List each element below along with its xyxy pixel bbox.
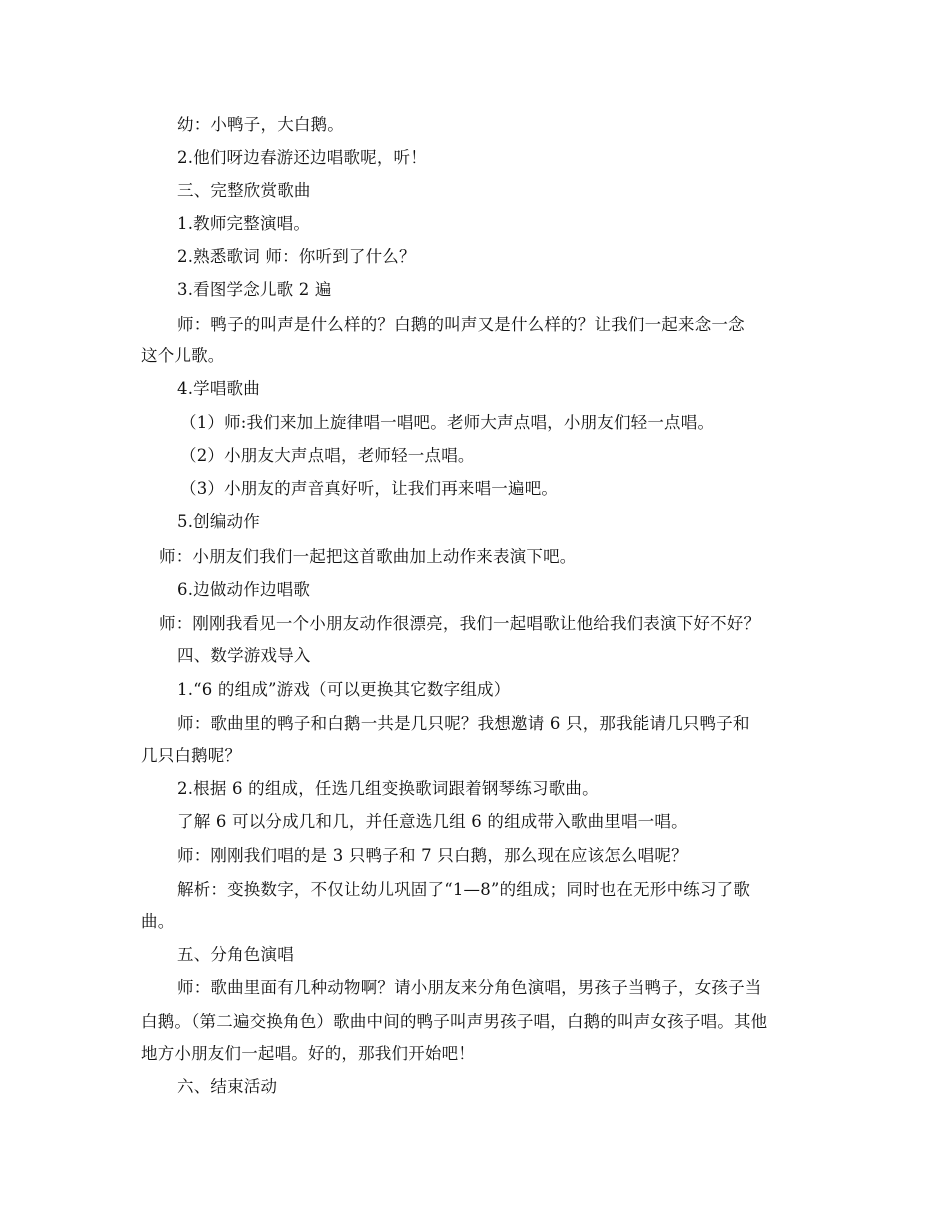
- text-line: 师：鸭子的叫声是什么样的？白鹅的叫声又是什么样的？让我们一起来念一念: [177, 315, 745, 334]
- text-line: 了解 6 可以分成几和几，并任意选几组 6 的组成带入歌曲里唱一唱。: [177, 812, 688, 831]
- text-line: 1.“6 的组成”游戏（可以更换其它数字组成）: [177, 680, 511, 699]
- text-line: 2.他们呀边春游还边唱歌呢，听！: [177, 148, 427, 167]
- text-line: 几只白鹅呢？: [141, 746, 242, 765]
- text-line: 5.创编动作: [177, 512, 260, 531]
- text-line: 曲。: [141, 912, 175, 931]
- text-line: 师：刚刚我们唱的是 3 只鸭子和 7 只白鹅，那么现在应该怎么唱呢？: [177, 846, 688, 865]
- text-line: 6.边做动作边唱歌: [177, 580, 311, 599]
- section-heading: 三、完整欣赏歌曲: [177, 181, 311, 200]
- section-heading: 四、数学游戏导入: [177, 646, 311, 665]
- text-line: （3）小朋友的声音真好听，让我们再来唱一遍吧。: [180, 479, 559, 498]
- text-line: 2.根据 6 的组成，任选几组变换歌词跟着钢琴练习歌曲。: [177, 779, 599, 798]
- text-line: 师：歌曲里面有几种动物啊？请小朋友来分角色演唱，男孩子当鸭子，女孩子当: [177, 978, 762, 997]
- section-heading: 五、分角色演唱: [177, 945, 294, 964]
- section-heading: 六、结束活动: [177, 1077, 278, 1096]
- text-line: 师：歌曲里的鸭子和白鹅一共是几只呢？我想邀请 6 只，那我能请几只鸭子和: [177, 714, 750, 733]
- text-line: （2）小朋友大声点唱，老师轻一点唱。: [180, 446, 475, 465]
- text-line: 解析：变换数字，不仅让幼儿巩固了“1—8”的组成；同时也在无形中练习了歌: [177, 880, 751, 899]
- text-line: 师：小朋友们我们一起把这首歌曲加上动作来表演下吧。: [159, 547, 577, 566]
- text-line: 师：刚刚我看见一个小朋友动作很漂亮，我们一起唱歌让他给我们表演下好不好？: [159, 614, 761, 633]
- text-line: 白鹅。（第二遍交换角色）歌曲中间的鸭子叫声男孩子唱，白鹅的叫声女孩子唱。其他: [141, 1012, 768, 1031]
- text-line: （1）师:我们来加上旋律唱一唱吧。老师大声点唱，小朋友们轻一点唱。: [180, 413, 715, 432]
- text-line: 4.学唱歌曲: [177, 379, 260, 398]
- text-line: 幼：小鸭子，大白鹅。: [177, 115, 344, 134]
- text-line: 3.看图学念儿歌 2 遍: [177, 280, 332, 299]
- text-line: 1.教师完整演唱。: [177, 214, 311, 233]
- text-line: 地方小朋友们一起唱。好的，那我们开始吧！: [141, 1044, 475, 1063]
- text-line: 2.熟悉歌词 师：你听到了什么？: [177, 247, 416, 266]
- text-line: 这个儿歌。: [141, 346, 225, 365]
